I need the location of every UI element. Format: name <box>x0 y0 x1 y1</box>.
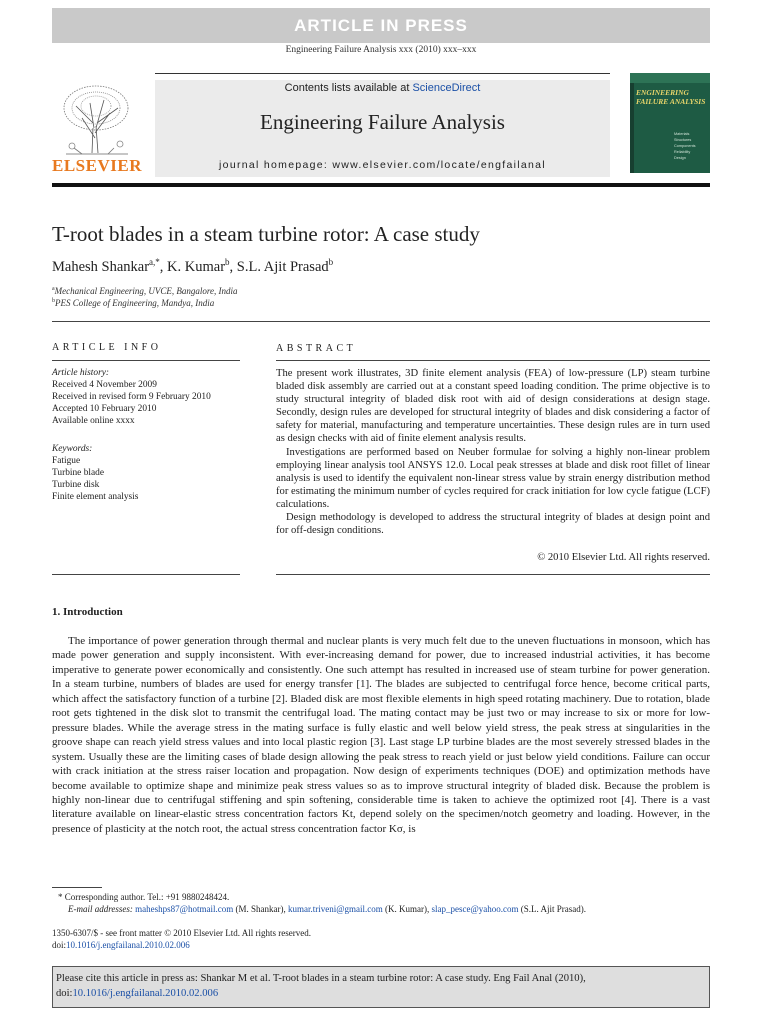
author-list <box>52 257 710 276</box>
cover-topic: Design <box>674 156 686 160</box>
cite-doi-link[interactable]: 10.1016/j.engfailanal.2010.02.006 <box>72 988 219 999</box>
abstract-copyright: © 2010 Elsevier Ltd. All rights reserved. <box>537 552 710 563</box>
author-affil-mark[interactable]: a,* <box>149 257 160 267</box>
contents-prefix: Contents lists available at <box>284 82 413 94</box>
journal-homepage[interactable]: journal homepage: www.elsevier.com/locate/engfailanal <box>219 159 546 171</box>
email-owner: (S.L. Ajit Prasad). <box>518 904 586 914</box>
email-link[interactable]: maheshps87@hotmail.com <box>135 904 234 914</box>
cover-topic: Structures <box>674 138 692 142</box>
abstract-paragraph: Investigations are performed based on Neuber formulae for solving a highly non-linear problem employing linear analysis tool ANSYS 12.0. Local peak stresses at blade and disk root fillet of linear analysis is used to identify the equivalent non-linear stress value by strain energy distribution method for estimating the minimum number of cycles required for crack initiation for low cycle fatigue (LCF) calculations. <box>276 446 710 510</box>
article-history <box>52 368 252 428</box>
journal-citation-line: Engineering Failure Analysis xxx (2010) xxx–xxx <box>285 45 477 55</box>
email-link[interactable]: slap_pesce@yahoo.com <box>431 904 519 914</box>
email-owner: (K. Kumar), <box>382 904 432 914</box>
doi-line <box>52 940 710 950</box>
intro-paragraph: The importance of power generation through thermal and nuclear plants is very much felt due to the uneven fluctuations in monsoon, which has made power generation and supply inconsistent. With ever-increasing demand for power, due to increased industrial activities, it has become imperative to generate power economically and consistently. One such attempt has resulted in increased use of steam turbine for power generation. In a steam turbine, numbers of blades are used for energy transfer [1]. The blades are subjected to centrifugal force hence, become critical parts, which affect the satisfactory function of a turbine [2]. Bladed disk are most flexible elements in high speed rotating machinery. Due to rotation, blade root gets tightened in the disk slot to transmit the centrifugal load. The mating contact may be just two or may increase to six or more for low-pressure blades. While the average stress in the mating surface is fully elastic and well below yield stress, the peak stress at singularities in the groove shape can reach yield stress values and into local plastic region [3]. Last stage LP turbine blades are the most severely stressed blades in the system. Usually these are the limiting cases of blade design allowing the peak stress to reach yield or just below yield conditions. Failure can occur with crack initiation at the stress raiser location and propagation. Now design of experiments techniques (DOE) and optimization methods have become available to optimize shape and minimize peak stress values so as to improve structural integrity of bladed disk. Because the problem is highly non-linear due to centrifugal stiffening and spin softening, considerable time is taken to achieve the optimized root [4]. There is a vast literature available on linear-elastic stress concentration factors Kt, depend solely on the specimen/notch geometry and loading. However, in the presence of plasticity at the notch root, the actual stress concentration factor Kσ, is <box>52 635 710 835</box>
abstract-rule <box>276 360 710 361</box>
email-label: E-mail addresses: <box>68 904 136 914</box>
affiliation-text: PES College of Engineering, Mandya, India <box>55 298 215 308</box>
header-thick-rule <box>52 183 710 187</box>
introduction-body <box>52 634 710 836</box>
cite-this-article-box <box>52 966 710 1008</box>
cover-topic: Reliability <box>674 150 691 154</box>
email-addresses <box>68 904 726 914</box>
history-entry: Received in revised form 9 February 2010 <box>52 391 211 402</box>
article-info-bottom-rule <box>52 574 240 575</box>
keyword: Turbine disk <box>52 479 100 490</box>
keywords-block <box>52 444 252 504</box>
header-top-rule <box>155 73 610 74</box>
affiliation-text: Mechanical Engineering, UVCE, Bangalore, India <box>54 286 238 296</box>
history-label: Article history: <box>52 368 110 378</box>
contents-line <box>155 82 610 94</box>
history-entry: Available online xxxx <box>52 415 135 426</box>
affiliation-mark: a <box>52 286 55 292</box>
cover-top-band <box>630 73 710 83</box>
doi-link[interactable]: 10.1016/j.engfailanal.2010.02.006 <box>66 940 190 950</box>
email-owner: (M. Shankar), <box>233 904 288 914</box>
section-heading-introduction: 1. Introduction <box>52 606 123 618</box>
cover-spine-strip <box>630 73 634 173</box>
keywords-label: Keywords: <box>52 444 93 454</box>
history-entry: Accepted 10 February 2010 <box>52 403 157 414</box>
author-name[interactable]: K. Kumar <box>167 258 226 275</box>
footnote-rule <box>52 887 102 888</box>
keyword: Finite element analysis <box>52 491 139 502</box>
cite-text: Please cite this article in press as: Shankar M et al. T-root blades in a steam turbine rotor: A case study. Eng Fail Anal (2010), doi: <box>56 973 586 999</box>
affiliation-b <box>52 298 710 308</box>
abstract-heading: ABSTRACT <box>276 343 357 354</box>
cover-title: ENGINEERING FAILURE ANALYSIS <box>636 88 706 106</box>
abstract-body <box>276 367 710 537</box>
journal-name: Engineering Failure Analysis <box>260 110 505 134</box>
abstract-bottom-rule <box>276 574 710 575</box>
history-entry: Received 4 November 2009 <box>52 379 157 390</box>
elsevier-wordmark: ELSEVIER <box>52 156 142 175</box>
author-separator: , <box>229 258 237 275</box>
cover-topic: Materials <box>674 132 690 136</box>
author-separator: , <box>159 258 168 275</box>
abstract-paragraph: Design methodology is developed to address the structural integrity of blades at design point and for off-design conditions. <box>276 512 710 537</box>
author-name[interactable]: Mahesh Shankar <box>52 258 150 275</box>
article-in-press-banner: ARTICLE IN PRESS <box>52 8 710 43</box>
cover-topic-list <box>674 131 708 161</box>
affiliation-rule <box>52 321 710 322</box>
sciencedirect-link[interactable]: ScienceDirect <box>412 82 481 94</box>
author-affil-mark[interactable]: b <box>225 257 230 267</box>
issn-line: 1350-6307/$ - see front matter © 2010 Elsevier Ltd. All rights reserved. <box>52 928 312 938</box>
journal-cover-thumbnail[interactable] <box>630 73 710 173</box>
abstract-paragraph: The present work illustrates, 3D finite element analysis (FEA) of low-pressure (LP) steam turbine bladed disk assembly are carried out at a constant speed loading condition. The prime objective is to study structural integrity of bladed disk root with aid of design considerations at design stage. Secondly, design rules are developed for structural integrity of blades and disk considering a factor of safety for material, manufacturing and temperature uncertainties. These design rules are in turn used as design checks with aid of finite element analysis results. <box>276 368 710 445</box>
keyword: Turbine blade <box>52 467 104 478</box>
affiliation-mark: b <box>52 298 55 304</box>
corresponding-author-note: * Corresponding author. Tel.: +91 9880248424. <box>58 892 230 902</box>
author-affil-mark[interactable]: b <box>328 257 334 267</box>
author-name[interactable]: S.L. Ajit Prasad <box>236 258 329 275</box>
email-link[interactable]: kumar.triveni@gmail.com <box>287 904 383 914</box>
article-title: T-root blades in a steam turbine rotor: A case study <box>52 222 480 246</box>
affiliation-a <box>52 286 710 296</box>
article-info-heading: ARTICLE INFO <box>52 342 162 353</box>
cover-topic: Components <box>674 144 696 148</box>
article-info-rule <box>52 360 240 361</box>
keyword: Fatigue <box>52 455 81 466</box>
doi-label: doi: <box>52 940 67 950</box>
